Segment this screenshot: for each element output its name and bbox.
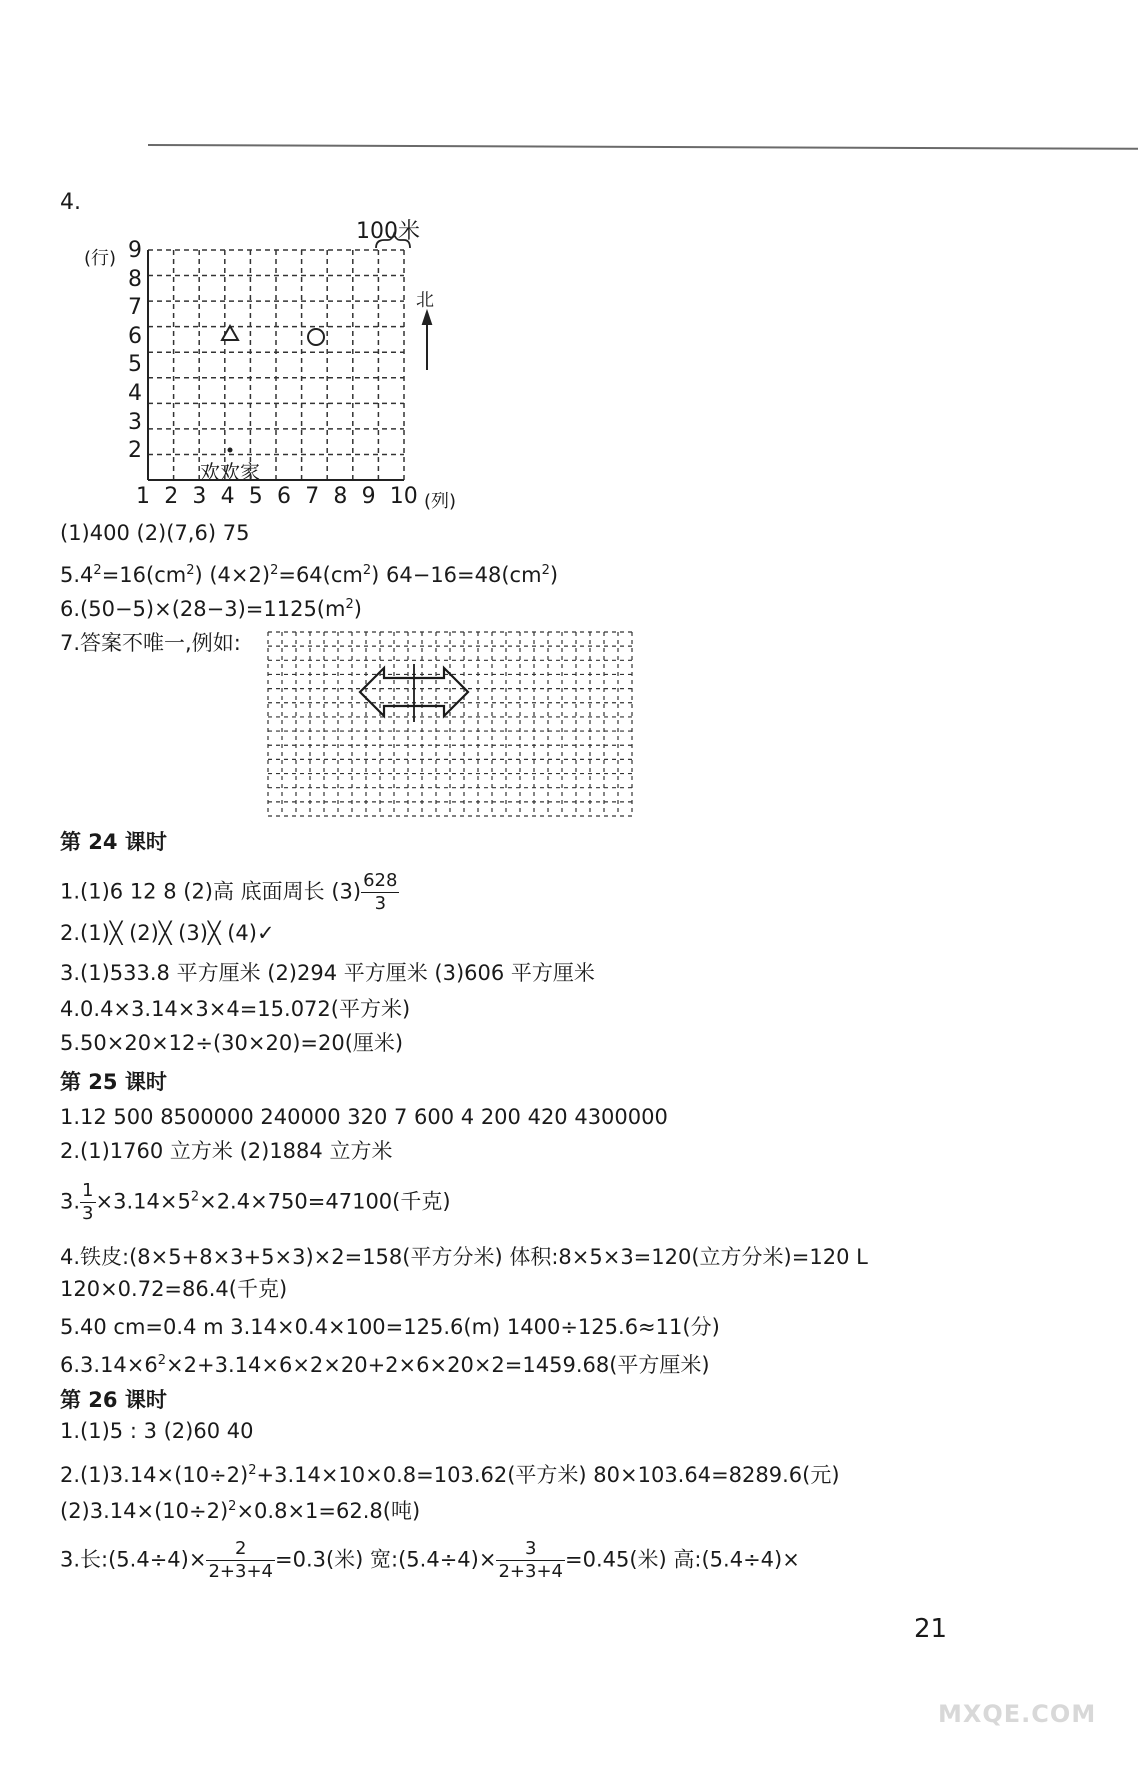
q4-home-label: 欢欢家 — [200, 460, 260, 484]
lesson-24-title: 第 24 课时 — [60, 830, 167, 854]
q4-row-tick: 5 — [128, 352, 142, 378]
q6-line: $6.(50-5)\times(28-3)=1125(m^2)$ — [60, 597, 362, 621]
q5-line: $5.4^2=16(cm^2)$ $(4\times 2)^2=64(cm^2)$ $64-16=48(cm^2)$ — [60, 563, 559, 587]
q4-col-tick: 10 — [389, 484, 418, 509]
q4-col-tick: 5 — [248, 484, 263, 509]
lesson24-line2: 2.(1)╳ (2)╳ (3)╳ (4)✓ — [60, 921, 275, 945]
lesson26-line3: 3.长:(5.4÷4)× $\frac{2}{2+3+4}$ =0.3(米) 宽:(5.4÷4)× $\frac{3}{2+3+4}$ =0.45(米) 高:(5.4÷4)× — [60, 1538, 800, 1582]
q4-row-tick: 9 — [128, 238, 142, 263]
q4-col-tick: 9 — [361, 484, 376, 509]
lesson25-line6: $6.3.14\times 6^2\times 2+3.14\times 6\times 2\times 20+2\times 6\times 20\times 2=1459.68$(平方厘米) — [60, 1353, 710, 1377]
q4-row-axis-label: (行) — [84, 248, 117, 269]
lesson24-line4: 4.0.4×3.14×3×4=15.072(平方米) — [60, 997, 411, 1021]
q4-col-tick: 7 — [305, 484, 320, 509]
fraction-3-over-sum: $\frac{3}{2+3+4}$ — [498, 1538, 563, 1582]
q4-col-tick: 6 — [277, 484, 291, 509]
lesson26-line1: 1.(1)5 : 3 (2)60 40 — [60, 1419, 254, 1443]
q4-row-tick: 8 — [128, 266, 142, 292]
lesson26-line2b: $(2)3.14\times(10\div 2)^2\times 0.8\times 1=62.8$(吨) — [60, 1499, 421, 1523]
q4-north-label: 北 — [416, 290, 434, 311]
lesson-26-title: 第 26 课时 — [60, 1388, 167, 1412]
q4-row-tick: 3 — [128, 409, 142, 435]
q4-col-tick: 2 — [164, 484, 179, 509]
q4-scale-label: 100米 — [356, 219, 420, 244]
q4-col-tick: 4 — [220, 484, 235, 509]
q4-col-axis-label: (列) — [424, 491, 457, 512]
lesson-25-title: 第 25 课时 — [60, 1070, 167, 1094]
page-number: 21 — [914, 1614, 948, 1644]
lesson25-line1: 1.12 500 8500000 240000 320 7 600 4 200 420 4300000 — [60, 1105, 668, 1129]
q4-row-tick: 7 — [128, 295, 142, 321]
q4-number: 4. — [60, 190, 81, 215]
q7-line: 7.答案不唯一,例如: — [60, 631, 241, 655]
q4-col-tick: 1 — [136, 484, 150, 509]
q4-row-tick: 6 — [128, 323, 142, 349]
lesson25-line4a: 4.铁皮:(8×5+8×3+5×3)×2=158(平方分米) 体积:8×5×3=120(立方分米)=120 L — [60, 1245, 868, 1269]
lesson24-line1: 1.(1)6 12 8 (2)高 底面周长 (3) $\frac{628}{3}$ — [60, 870, 398, 914]
q4-row-tick: 2 — [128, 438, 142, 464]
fraction-2-over-sum: $\frac{2}{2+3+4}$ — [208, 1538, 273, 1582]
lesson26-line2a: $2.(1)3.14\times(10\div 2)^2+3.14\times 10\times 0.8=103.62$(平方米) 80×103.64=8289.6(元) — [60, 1463, 840, 1487]
lesson25-line3: 3. $\frac{1}{3}$ $\times 3.14\times 5^2\times 2.4\times 750=47100$(千克) — [60, 1180, 451, 1224]
q4-col-tick: 3 — [192, 484, 207, 509]
q4-answer: (1)400 (2)(7,6) 75 — [60, 521, 250, 545]
lesson25-line5: 5.40 cm=0.4 m 3.14×0.4×100=125.6(m) 1400÷125.6≈11(分) — [60, 1315, 720, 1339]
lesson24-line5: 5.50×20×12÷(30×20)=20(厘米) — [60, 1031, 404, 1055]
lesson25-line4b: 120×0.72=86.4(千克) — [60, 1277, 288, 1301]
lesson24-line3: 3.(1)533.8 平方厘米 (2)294 平方厘米 (3)606 平方厘米 — [60, 961, 595, 985]
fraction-628-3: $\frac{628}{3}$ — [363, 870, 398, 914]
fraction-1-3: $\frac{1}{3}$ — [82, 1180, 94, 1224]
q4-col-tick: 8 — [333, 484, 348, 509]
q4-row-tick: 4 — [128, 381, 142, 406]
lesson25-line2: 2.(1)1760 立方米 (2)1884 立方米 — [60, 1139, 393, 1163]
watermark-logo: MXQE.COM — [938, 1700, 1097, 1728]
